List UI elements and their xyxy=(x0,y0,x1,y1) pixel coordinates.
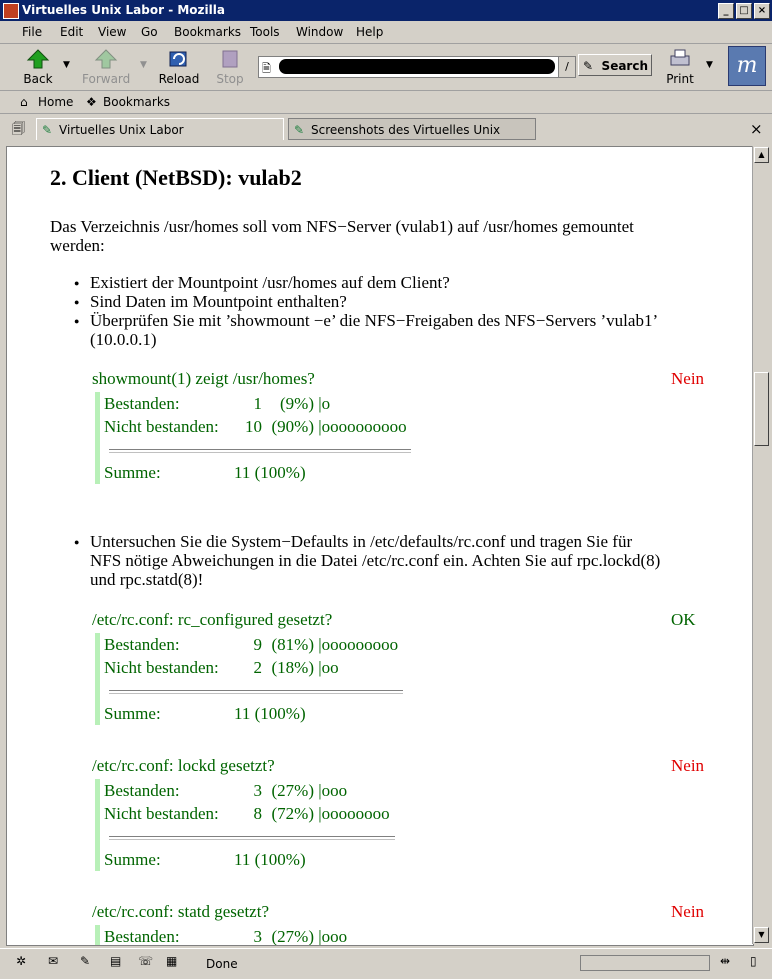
stats-label: Summe: xyxy=(104,704,161,723)
tab-favicon-icon: ✎ xyxy=(42,123,53,137)
back-dropdown-icon[interactable]: ▼ xyxy=(63,60,70,70)
stats-divider xyxy=(109,690,403,694)
stats-count: 3 xyxy=(253,781,262,800)
question-text: /etc/rc.conf: rc_configured gesetzt? xyxy=(92,610,333,629)
question-text: /etc/rc.conf: lockd gesetzt? xyxy=(92,756,275,775)
search-icon: ✎ xyxy=(583,59,594,73)
list-item: ● Überprüfen Sie mit ’showmount −e’ die NFS−Freigaben des NFS−Servers ’vulab1’ xyxy=(90,311,658,330)
stats-row-failed xyxy=(95,656,398,679)
stats-sum: 11 (100%) xyxy=(234,850,306,869)
composer-icon[interactable]: ✎ xyxy=(80,954,91,968)
url-input[interactable] xyxy=(258,56,576,78)
home-icon: ⌂ xyxy=(20,95,28,109)
stop-label: Stop xyxy=(216,72,244,86)
menu-edit[interactable]: Edit xyxy=(60,25,84,39)
page-proxy-icon[interactable]: 🗎 xyxy=(262,62,271,75)
menu-bar xyxy=(0,21,772,44)
menu-window[interactable]: Window xyxy=(296,25,344,39)
stats-count: 2 xyxy=(253,658,262,677)
menu-help[interactable]: Help xyxy=(356,25,384,39)
stats-count: 3 xyxy=(253,927,262,946)
stats-bar: |o xyxy=(318,394,331,413)
list-item-continuation: und rpc.statd(8)! xyxy=(90,570,204,589)
window-title: Virtuelles Unix Labor - Mozilla xyxy=(22,3,225,17)
page-content xyxy=(6,146,754,946)
menu-view[interactable]: View xyxy=(98,25,127,39)
tab-screenshots[interactable] xyxy=(288,118,536,140)
stats-divider-row xyxy=(95,679,398,702)
stats-label: Bestanden: xyxy=(104,781,180,800)
stats-label: Nicht bestanden: xyxy=(104,417,219,436)
stats-percent: (27%) xyxy=(271,927,314,946)
security-lock-icon: ▯ xyxy=(750,954,757,968)
stats-percent: (90%) xyxy=(271,417,314,436)
navigation-toolbar xyxy=(0,44,772,91)
stats-row-passed xyxy=(95,633,398,656)
status-text: Done xyxy=(206,957,238,971)
forward-dropdown-icon[interactable]: ▼ xyxy=(140,60,147,70)
stats-sum: 11 (100%) xyxy=(234,704,306,723)
stats-count: 1 xyxy=(253,394,262,413)
menu-bookmarks[interactable]: Bookmarks xyxy=(174,25,242,39)
stats-row-failed xyxy=(95,415,407,438)
stats-percent: (18%) xyxy=(271,658,314,677)
question-result: OK xyxy=(671,610,696,629)
back-button[interactable] xyxy=(20,48,56,86)
calendar-icon[interactable]: ▦ xyxy=(166,954,178,968)
stats-percent: (81%) xyxy=(271,635,314,654)
stats-bar: |ooo xyxy=(318,927,348,946)
print-dropdown-icon[interactable]: ▼ xyxy=(706,60,713,70)
stop-icon xyxy=(218,48,242,70)
bookmarks-link[interactable]: Bookmarks xyxy=(103,95,171,109)
section-heading: 2. Client (NetBSD): vulab2 xyxy=(50,165,302,190)
stats-divider-row xyxy=(95,825,390,848)
question-result: Nein xyxy=(671,902,705,921)
stats-label: Bestanden: xyxy=(104,394,180,413)
scrollbar-thumb[interactable] xyxy=(754,372,769,446)
question-result: Nein xyxy=(671,756,705,775)
stats-bar: |ooo xyxy=(318,781,348,800)
stats-block xyxy=(95,633,398,725)
question-text: /etc/rc.conf: statd gesetzt? xyxy=(92,902,269,921)
forward-arrow-icon xyxy=(94,48,118,70)
question-result: Nein xyxy=(671,369,705,388)
chat-icon[interactable]: ☏ xyxy=(138,954,154,968)
stats-divider xyxy=(109,449,411,453)
close-tab-icon[interactable]: × xyxy=(750,120,763,138)
stats-row-passed xyxy=(95,392,407,415)
list-item: ● Untersuchen Sie die System−Defaults in /etc/defaults/rc.conf und tragen Sie für xyxy=(90,532,632,551)
tab-favicon-icon: ✎ xyxy=(294,123,305,137)
stats-row-sum xyxy=(95,848,390,871)
stats-divider xyxy=(109,836,395,840)
tab-bar xyxy=(0,114,772,144)
tab-virtuelles-unix-labor[interactable] xyxy=(36,118,284,140)
list-item-continuation: NFS nötige Abweichungen in die Datei /etc/rc.conf ein. Achten Sie auf rpc.lockd(8) xyxy=(90,551,661,570)
stats-percent: (72%) xyxy=(271,804,314,823)
stats-row-sum xyxy=(95,702,398,725)
printer-icon xyxy=(668,48,692,70)
reload-label: Reload xyxy=(158,72,200,86)
stats-block xyxy=(95,925,347,946)
mail-icon[interactable]: ✉ xyxy=(48,954,59,968)
stats-row-passed xyxy=(95,779,390,802)
stats-block xyxy=(95,392,407,484)
window-titlebar xyxy=(0,0,772,21)
url-history-dropdown-icon[interactable]: / xyxy=(558,57,575,77)
online-status-icon[interactable]: ⇹ xyxy=(720,954,731,968)
scroll-up-arrow-icon[interactable]: ▲ xyxy=(754,147,769,163)
reload-button[interactable] xyxy=(158,48,200,86)
stats-block xyxy=(95,779,390,871)
list-item: ● Existiert der Mountpoint /usr/homes auf dem Client? xyxy=(90,273,450,292)
personal-toolbar xyxy=(0,91,772,114)
stats-bar: |ooooooooo xyxy=(318,635,399,654)
stats-row-passed xyxy=(95,925,347,946)
home-link[interactable]: Home xyxy=(38,95,74,109)
maximize-button[interactable]: □ xyxy=(736,3,752,19)
mozilla-app-icon[interactable] xyxy=(3,3,19,19)
search-button[interactable] xyxy=(578,54,652,76)
stop-button[interactable] xyxy=(212,48,248,86)
stats-count: 9 xyxy=(253,635,262,654)
stats-sum: 11 (100%) xyxy=(234,463,306,482)
question-text: showmount(1) zeigt /usr/homes? xyxy=(92,369,315,388)
list-item-continuation: (10.0.0.1) xyxy=(90,330,157,349)
stats-row-failed xyxy=(95,802,390,825)
close-window-button[interactable]: × xyxy=(754,3,770,19)
back-label: Back xyxy=(23,72,53,86)
navigator-icon[interactable]: ✲ xyxy=(16,954,27,968)
list-item: ● Sind Daten im Mountpoint enthalten? xyxy=(90,292,347,311)
print-button[interactable] xyxy=(664,48,696,86)
search-label: Search xyxy=(601,59,648,73)
reload-icon xyxy=(167,48,191,70)
stats-bar: |oooooooooo xyxy=(318,417,407,436)
stats-row-sum xyxy=(95,461,407,484)
new-tab-icon[interactable]: 🗐 xyxy=(12,122,25,137)
stats-count: 8 xyxy=(253,804,262,823)
stats-divider-row xyxy=(95,438,407,461)
progress-meter xyxy=(580,955,710,971)
back-arrow-icon xyxy=(26,48,50,70)
intro-text-line2: werden: xyxy=(50,236,105,255)
stats-percent: (27%) xyxy=(271,781,314,800)
stats-count: 10 xyxy=(245,417,262,436)
tab-label: Screenshots des Virtuelles Unix xyxy=(311,123,501,137)
print-label: Print xyxy=(666,72,694,86)
stats-label: Nicht bestanden: xyxy=(104,804,219,823)
menu-go[interactable]: Go xyxy=(141,25,158,39)
stats-label: Summe: xyxy=(104,850,161,869)
mozilla-throbber-logo[interactable]: m xyxy=(728,46,766,86)
stats-percent: (9%) xyxy=(280,394,314,413)
addressbook-icon[interactable]: ▤ xyxy=(110,954,122,968)
forward-button[interactable] xyxy=(82,48,130,86)
stats-label: Nicht bestanden: xyxy=(104,658,219,677)
url-redaction xyxy=(279,59,555,74)
menu-file[interactable]: File xyxy=(22,25,43,39)
vertical-scrollbar[interactable] xyxy=(752,146,769,944)
scroll-down-arrow-icon[interactable]: ▼ xyxy=(754,927,769,943)
intro-text-line1: Das Verzeichnis /usr/homes soll vom NFS−Server (vulab1) auf /usr/homes gemountet xyxy=(50,217,634,236)
status-bar xyxy=(0,948,772,979)
menu-tools[interactable]: Tools xyxy=(250,25,280,39)
bookmarks-icon: ❖ xyxy=(86,95,97,109)
stats-label: Summe: xyxy=(104,463,161,482)
stats-label: Bestanden: xyxy=(104,927,180,946)
stats-label: Bestanden: xyxy=(104,635,180,654)
stats-bar: |oo xyxy=(318,658,339,677)
forward-label: Forward xyxy=(82,72,131,86)
stats-bar: |oooooooo xyxy=(318,804,390,823)
tab-label: Virtuelles Unix Labor xyxy=(59,123,184,137)
minimize-button[interactable]: _ xyxy=(718,3,734,19)
